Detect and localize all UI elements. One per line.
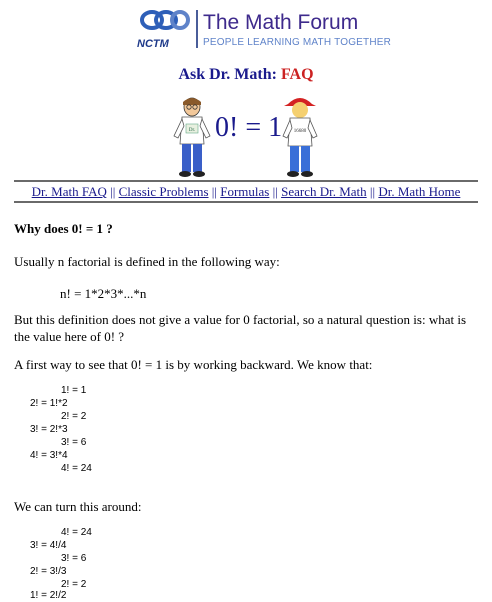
nav-separator: || bbox=[211, 184, 217, 199]
backward-line: 1! = 2!/2 bbox=[30, 590, 67, 601]
nav-bar bbox=[0, 184, 492, 200]
nav-link-search[interactable]: Search Dr. Math bbox=[281, 184, 367, 199]
backward-line: 2! = 3!/3 bbox=[30, 566, 67, 577]
math-forum-logo[interactable] bbox=[137, 8, 392, 50]
nav-separator: || bbox=[110, 184, 116, 199]
nav-link-formulas[interactable]: Formulas bbox=[220, 184, 270, 199]
forward-line: 1! = 1 bbox=[61, 385, 87, 396]
shirt-right-text: 16680 bbox=[293, 129, 307, 134]
nav-link-classic-problems[interactable]: Classic Problems bbox=[118, 184, 209, 199]
nav-separator: || bbox=[272, 184, 278, 199]
logo-nctm-text: NCTM bbox=[137, 38, 169, 50]
forward-line: 3! = 2!*3 bbox=[30, 424, 68, 435]
page-title-faq: FAQ bbox=[280, 66, 314, 83]
question-heading: Why does 0! = 1 ? bbox=[14, 221, 113, 236]
page-title-prefix: Ask Dr. Math: bbox=[178, 66, 281, 83]
logo-tagline: PEOPLE LEARNING MATH TOGETHER bbox=[203, 37, 392, 48]
logo-divider bbox=[196, 10, 198, 48]
turn-around-paragraph: We can turn this around: bbox=[14, 499, 142, 514]
factorial-banner bbox=[170, 96, 320, 178]
definition-paragraph: But this definition does not give a value for 0 factorial, so a natural question is: what is the value here of 0! ? bbox=[14, 312, 467, 344]
forward-line: 4! = 24 bbox=[61, 463, 92, 474]
factorial-definition: n! = 1*2*3*...*n bbox=[60, 286, 147, 301]
intro-paragraph: Usually n factorial is defined in the following way: bbox=[14, 254, 280, 269]
nav-divider-bottom bbox=[14, 201, 478, 203]
nav-divider-top bbox=[14, 180, 478, 182]
shirt-left-text: Dr. bbox=[188, 128, 196, 133]
logo-title: The Math Forum bbox=[203, 11, 359, 34]
dr-math-character-icon bbox=[170, 96, 214, 178]
nav-link-faq[interactable]: Dr. Math FAQ bbox=[31, 184, 107, 199]
backward-line: 4! = 24 bbox=[61, 527, 92, 538]
backward-line: 3! = 4!/4 bbox=[30, 540, 67, 551]
page-title bbox=[0, 66, 492, 84]
backward-intro-paragraph: A first way to see that 0! = 1 is by working backward. We know that: bbox=[14, 357, 373, 372]
forward-line: 4! = 3!*4 bbox=[30, 450, 68, 461]
backward-line: 2! = 2 bbox=[61, 579, 87, 590]
forward-line: 2! = 1!*2 bbox=[30, 398, 68, 409]
factorial-equation: 0! = 1 bbox=[215, 112, 283, 143]
nav-separator: || bbox=[369, 184, 376, 199]
student-character-icon bbox=[278, 96, 322, 178]
forward-line: 3! = 6 bbox=[61, 437, 87, 448]
forward-line: 2! = 2 bbox=[61, 411, 87, 422]
backward-line: 3! = 6 bbox=[61, 553, 87, 564]
nav-link-home[interactable]: Dr. Math Home bbox=[378, 184, 461, 199]
